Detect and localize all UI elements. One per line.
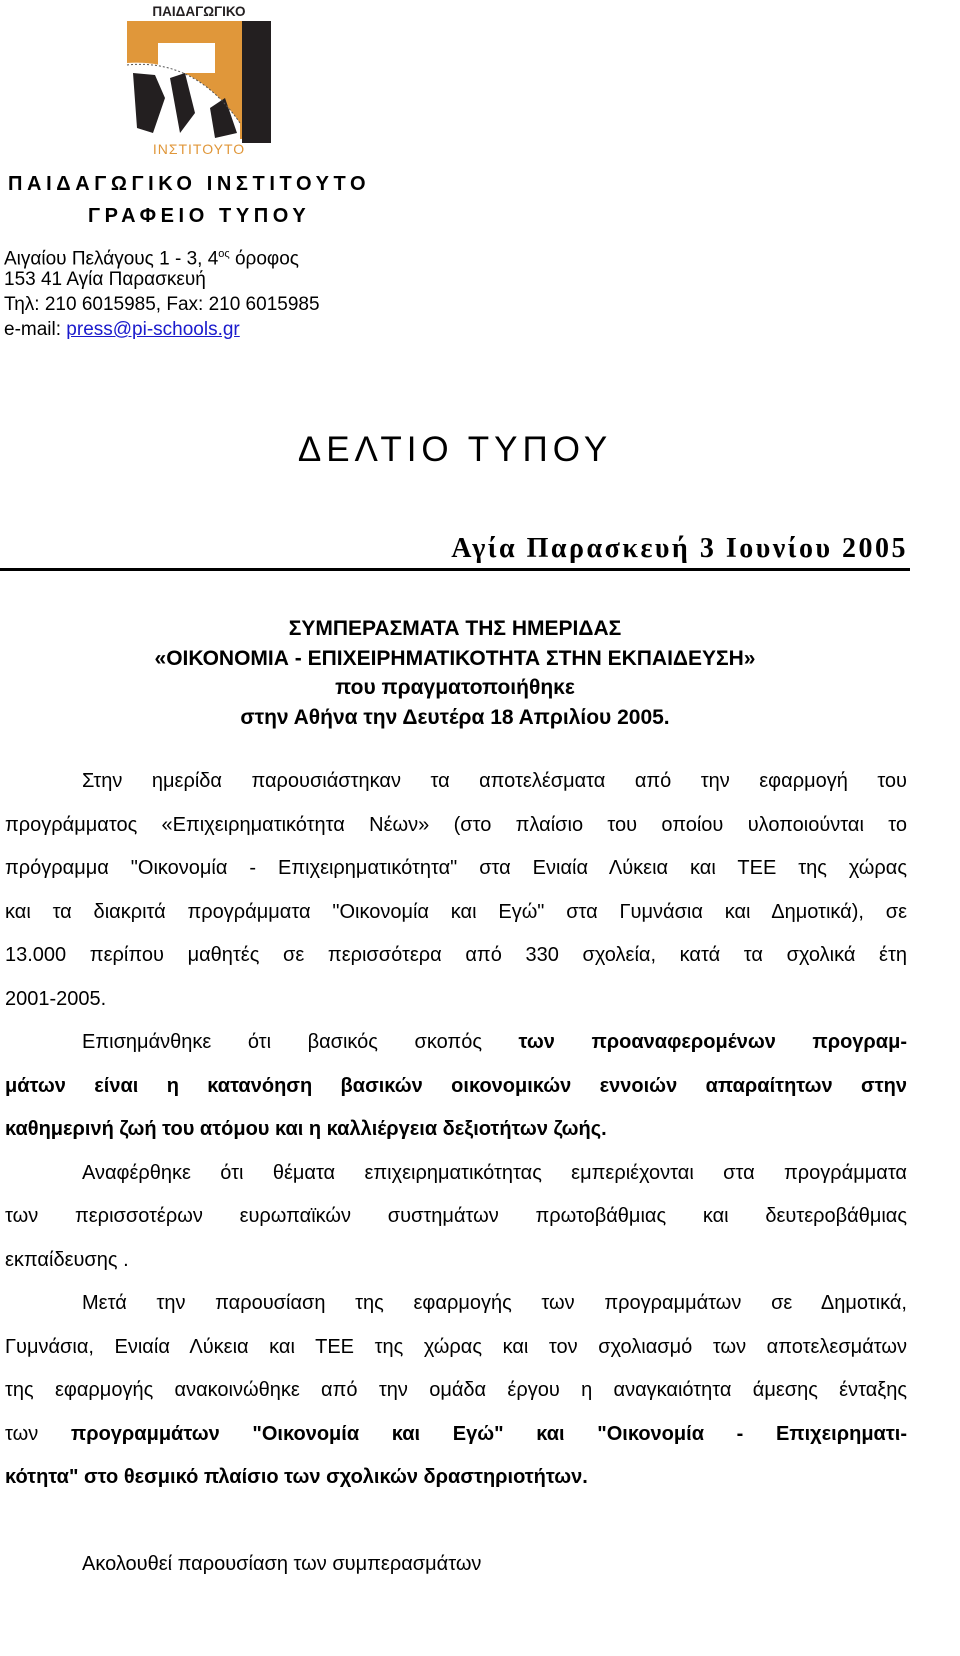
text: εκπαίδευσης . xyxy=(5,1248,129,1271)
body-line xyxy=(5,1543,907,1587)
text: των xyxy=(5,1422,71,1445)
heading-line: ΣΥΜΠΕΡΑΣΜΑΤΑ ΤΗΣ ΗΜΕΡΙΔΑΣ xyxy=(288,617,622,640)
org-name: ΠΑΙΔΑΓΩΓΙΚΟ ΙΝΣΤΙΤΟΥΤΟ xyxy=(8,173,371,195)
text: Στην ημερίδα παρουσιάστηκαν τα αποτελέσματα από την εφαρμογή του xyxy=(82,770,907,792)
heading xyxy=(0,614,910,732)
logo-bottom-text: ΙΝΣΤΙΤΟΥΤΟ xyxy=(152,141,246,157)
heading-line: στην Αθήνα την Δευτέρα 18 Απριλίου 2005. xyxy=(240,705,670,729)
body-line xyxy=(5,1065,907,1109)
body-line xyxy=(5,1282,907,1326)
body-line xyxy=(5,1326,907,1370)
bold-text: κότητα" στο θεσμικό πλαίσιο των σχολικών δραστηριοτήτων. xyxy=(5,1466,588,1488)
email-label: e-mail: xyxy=(4,319,67,340)
text: και τα διακριτά προγράμματα "Οικονομία και Εγώ" στα Γυμνάσια και Δημοτικά), σε xyxy=(5,900,907,923)
press-release-title: ΔΕΛΤΙΟ ΤΥΠΟΥ xyxy=(297,430,613,469)
postal-line: 153 41 Αγία Παρασκευή xyxy=(4,269,206,290)
logo-top-text: ΠΑΙΔΑΓΩΓΙΚΟ xyxy=(152,4,246,19)
body-line xyxy=(5,1456,907,1500)
body-line xyxy=(5,804,907,848)
body-line xyxy=(5,1108,907,1152)
date-line: Αγία Παρασκευή 3 Ιουνίου 2005 xyxy=(451,533,908,564)
bold-text: προγραμμάτων "Οικονομία και Εγώ" και "Οικονομία - Επιχειρηματι- xyxy=(70,1422,907,1445)
body-line xyxy=(5,1239,907,1283)
heading-line: «ΟΙΚΟΝΟΜΙΑ - ΕΠΙΧΕΙΡΗΜΑΤΙΚΟΤΗΤΑ ΣΤΗΝ ΕΚΠΑΙΔΕΥΣΗ» xyxy=(154,646,756,670)
bold-text: μάτων είναι η κατανόηση βασικών οικονομικών εννοιών απαραίτητων στην xyxy=(5,1074,907,1097)
body-text xyxy=(5,760,907,1587)
email-line xyxy=(4,317,240,342)
text: προγράμματος «Επιχειρηματικότητα Νέων» (στο πλαίσιο του οποίου υλοποιούνται το xyxy=(5,813,907,836)
press-office: ΓΡΑΦΕΙΟ ΤΥΠΟΥ xyxy=(88,205,311,227)
body-line xyxy=(5,1413,907,1457)
body-line xyxy=(5,1195,907,1239)
body-line xyxy=(5,1369,907,1413)
body-line xyxy=(5,934,907,978)
bold-text: καθημερινή ζωή του ατόμου και η καλλιέργεια δεξιοτήτων ζωής. xyxy=(5,1118,607,1140)
body-line xyxy=(5,891,907,935)
email-link[interactable]: press@pi-schools.gr xyxy=(66,319,240,340)
address-floor: όροφος xyxy=(229,248,299,270)
text: Επισημάνθηκε ότι βασικός σκοπός xyxy=(82,1031,519,1053)
bold-text: των προαναφερομένων προγραμ- xyxy=(518,1031,907,1053)
body-line xyxy=(5,978,907,1022)
address-sup: ος xyxy=(218,248,230,260)
text: Ακολουθεί παρουσίαση των συμπερασμάτων xyxy=(82,1553,482,1575)
divider xyxy=(0,568,910,571)
body-line xyxy=(5,1021,907,1065)
body-line xyxy=(5,760,907,804)
text: Γυμνάσια, Ενιαία Λύκεια και ΤΕΕ της χώρας και τον σχολιασμό των αποτελεσμάτων xyxy=(5,1335,907,1358)
body-line xyxy=(5,1152,907,1196)
phone-line: Τηλ: 210 6015985, Fax: 210 6015985 xyxy=(4,294,320,315)
text: των περισσοτέρων ευρωπαϊκών συστημάτων πρωτοβάθμιας και δευτεροβάθμιας xyxy=(5,1205,907,1227)
text: της εφαρμογής ανακοινώθηκε από την ομάδα έργου η αναγκαιότητα άμεσης ένταξης xyxy=(5,1379,907,1401)
text: Αναφέρθηκε ότι θέματα επιχειρηματικότητας εμπεριέχονται στα προγράμματα xyxy=(82,1161,907,1184)
text: 13.000 περίπου μαθητές σε περισσότερα από 330 σχολεία, κατά τα σχολικά έτη xyxy=(5,944,907,966)
text: 2001-2005. xyxy=(5,987,107,1010)
text: Μετά την παρουσίαση της εφαρμογής των προγραμμάτων σε Δημοτικά, xyxy=(82,1292,907,1314)
heading-line: που πραγματοποιήθηκε xyxy=(335,676,575,699)
body-line xyxy=(5,847,907,891)
institute-logo xyxy=(125,3,273,157)
address-text: Αιγαίου Πελάγους 1 - 3, 4 xyxy=(4,248,219,270)
text: πρόγραμμα "Οικονομία - Επιχειρηματικότητα" στα Ενιαία Λύκεια και ΤΕΕ της χώρας xyxy=(5,857,907,879)
